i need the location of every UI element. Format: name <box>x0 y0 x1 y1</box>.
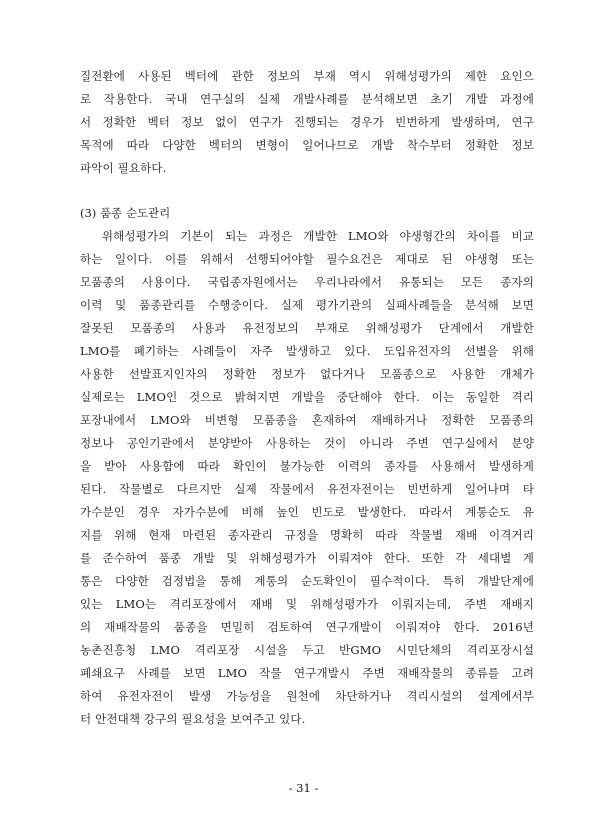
text-line: 로 작용한다. 국내 연구실의 실제 개발사례를 분석해보면 초기 개발 과정에 <box>80 92 534 106</box>
text-line: 의 재배작물의 품종을 면밀히 검토하여 연구개발이 이뤄져야 한다. 2016년 <box>80 620 534 634</box>
text-line: 모품종의 사용이다. 국립종자원에서는 우리나라에서 유통되는 모든 종자의 <box>80 275 534 289</box>
text-line: 된다. 작물별로 다르지만 실제 작물에서 유전자전이는 빈번하게 일어나며 타 <box>80 482 534 496</box>
text-line: 터 안전대책 강구의 필요성을 보여주고 있다. <box>80 712 306 726</box>
text-line: 실제로는 LMO인 것으로 밝혀지면 개발을 중단해야 한다. 이는 동일한 격리 <box>80 390 534 404</box>
paragraph-variety-purity <box>80 225 534 731</box>
text-line: 지를 위해 현재 마련된 종자관리 규정을 명확히 따라 작물별 재배 이격거리 <box>80 528 534 542</box>
section-heading: (3) 품종 순도관리 <box>80 206 171 220</box>
text-line: 을 받아 사용함에 따라 확인이 불가능한 이력의 종자를 사용해서 발생하게 <box>80 459 534 473</box>
text-line: 정보나 공인기관에서 분양받아 사용하는 것이 아니라 주변 연구실에서 분양 <box>80 436 534 450</box>
text-line: 하여 유전자전이 발생 가능성을 원천에 차단하거나 격리시설의 설계에서부 <box>80 689 534 703</box>
page-number: - 31 - <box>288 781 319 795</box>
text-line: 잘못된 모품종의 사용과 유전정보의 부재로 위해성평가 단계에서 개발한 <box>80 321 534 335</box>
text-line: 이력 및 품종관리를 수행중이다. 실제 평가기관의 실패사례들을 분석해 보면 <box>80 298 534 312</box>
text-line: 가수분인 경우 자가수분에 비해 높인 빈도로 발생한다. 따라서 계통순도 유 <box>80 505 534 519</box>
text-line: 통은 다양한 검정법을 통해 계통의 순도확인이 필수적이다. 특히 개발단계에 <box>80 574 534 588</box>
text-line: 사용한 선발표지인자의 정확한 정보가 없다거나 모품종으로 사용한 개체가 <box>80 367 534 381</box>
text-line: 목적에 따라 다양한 벡터의 변형이 일어나므로 개발 착수부터 정확한 정보 <box>80 138 534 152</box>
text-line: 포장내에서 LMO와 비변형 모품종을 혼재하여 재배하거나 정확한 모품종의 <box>80 413 534 427</box>
text-line: 농촌진흥청 LMO 격리포장 시설을 두고 반GMO 시민단체의 격리포장시설 <box>80 643 534 657</box>
text-line: 폐쇄요구 사례를 보면 LMO 작물 연구개발시 주변 재배작물의 종류를 고려 <box>80 666 534 680</box>
text-line: 파악이 필요하다. <box>80 161 167 175</box>
text-line: 를 준수하여 품종 개발 및 위해성평가가 이뤄져야 한다. 또한 각 세대별 계 <box>80 551 534 565</box>
text-line: 질전환에 사용된 벡터에 관한 정보의 부재 역시 위해성평가의 제한 요인으 <box>80 69 534 83</box>
text-line: 하는 일이다. 이를 위해서 선행되어야할 필수요건은 제대로 된 야생형 또는 <box>80 252 534 266</box>
text-line: 서 정확한 벡터 정보 없이 연구가 진행되는 경우가 빈번하게 발생하며, 연구 <box>80 115 534 129</box>
text-line: 있는 LMO는 격리포장에서 재배 및 위해성평가가 이뤄지는데, 주변 재배지 <box>80 597 534 611</box>
text-line: 위해성평가의 기본이 되는 과정은 개발한 LMO와 야생형간의 차이를 비교 <box>80 229 534 243</box>
text-line: LMO를 폐기하는 사례들이 자주 발생하고 있다. 도입유전자의 선별을 위해 <box>80 344 534 358</box>
paragraph-vector-info <box>80 65 534 180</box>
